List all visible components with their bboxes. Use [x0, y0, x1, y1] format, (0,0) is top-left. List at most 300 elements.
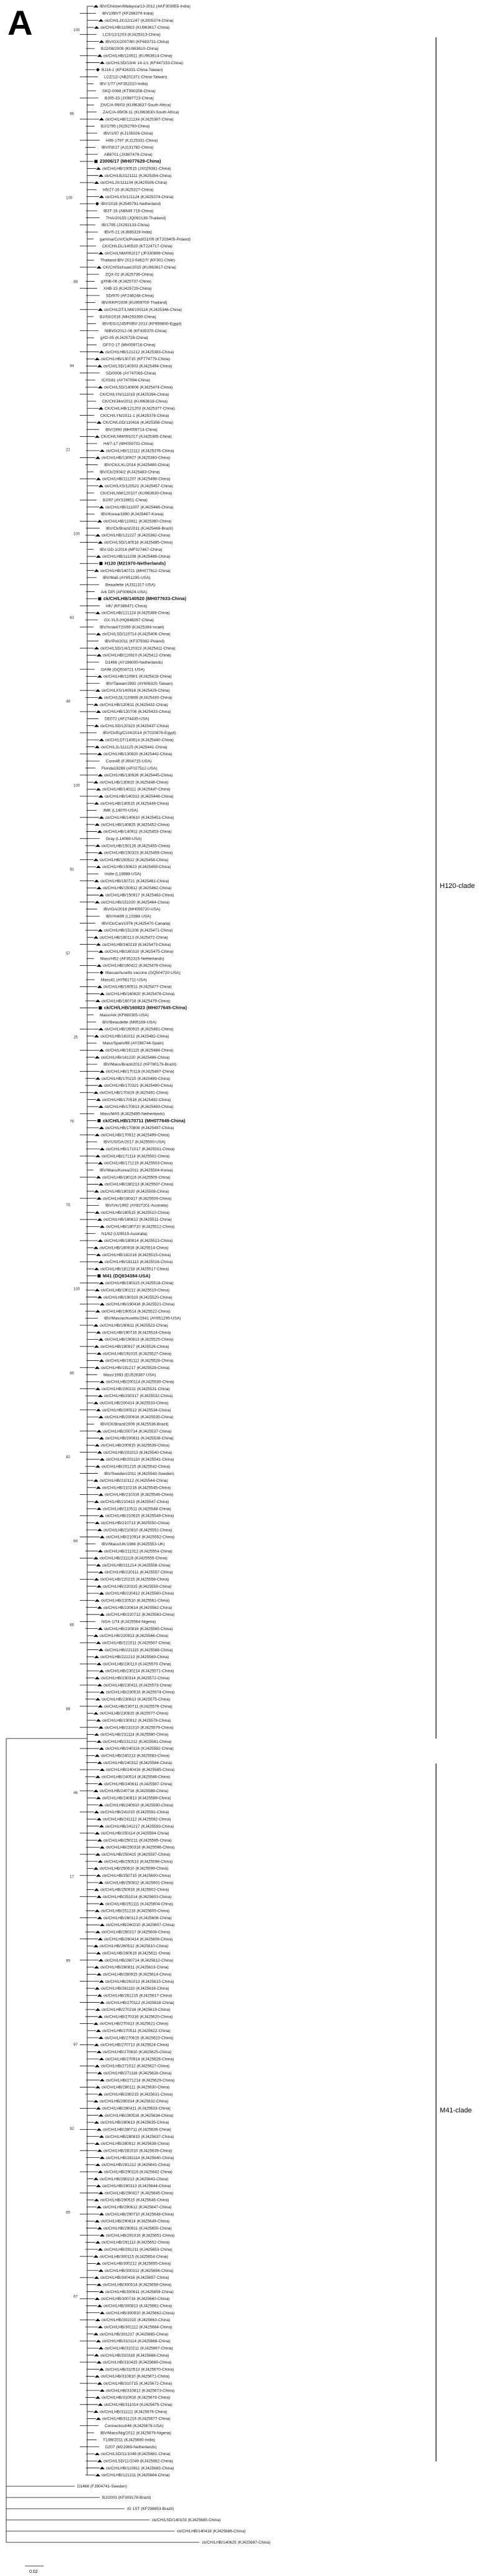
triangle-marker-icon [97, 675, 102, 677]
leaf-label: ck/CH/LHB/170215 (KJ425489-China) [102, 1076, 171, 1081]
leaf-label: ck/CH/LHB/300115 (KJ425654-China) [100, 2254, 168, 2259]
leaf-label: ck/CH/LHB/220315 (KJ425559-China) [103, 1584, 172, 1589]
outgroup-leaf-label: D1466 (FJ904741-Sweden) [77, 2484, 127, 2489]
leaf-label: ck/CH/LHB/281114 (KJ425640-China) [106, 2155, 174, 2160]
triangle-marker-icon [98, 1493, 103, 1496]
leaf-label: ck/CH/LHB/130927 (KJ425383-China) [102, 456, 171, 460]
leaf-label: ck/CH/LHB/140610 (KJ425451-China) [105, 816, 174, 820]
leaf-label: ck/CH/LHB/310513 (KJ425670-China) [105, 2367, 174, 2372]
leaf-label: ck/CH/LHB/110901 (KJ425418-China) [103, 674, 172, 679]
triangle-marker-icon [100, 2389, 105, 2392]
triangle-marker-icon [97, 1740, 102, 1743]
leaf-label: IBV/Mass/Korea/2011 (KJ425504-Korea) [100, 1168, 173, 1173]
bootstrap-value: 75 [66, 1204, 70, 1208]
bootstrap-value: 100 [66, 196, 73, 201]
triangle-marker-icon [100, 993, 105, 995]
triangle-marker-icon [100, 1535, 105, 1538]
leaf-label: ck/CH/LSD/110714 (KJ425406-China) [102, 632, 171, 637]
leaf-label: IBV/2018 (KJ545791-Netherland) [101, 202, 161, 207]
leaf-label: ck/CH/LHB/230214 (KJ425571-China) [105, 1669, 174, 1674]
leaf-label: ck/CH/LHB/220712 (KJ425563-China) [106, 1613, 175, 1618]
triangle-marker-icon [99, 894, 104, 896]
leaf-label: ck/CH/LHB/271116 (KJ425628-China) [103, 2071, 172, 2076]
leaf-label: IBV/1/97 (KJ135026-China) [103, 131, 153, 136]
bootstrap-value: 100 [74, 1287, 80, 1292]
triangle-marker-icon [98, 1162, 103, 1164]
triangle-marker-icon [100, 2156, 105, 2159]
triangle-marker-icon [95, 999, 100, 1002]
leaf-label: IBV/5-21 (KJ665319-India) [104, 230, 152, 235]
leaf-label: CK/CH/LYN/2011-1 (KJ425378-China) [100, 413, 169, 418]
leaf-label: NIBV0/2012-06 (KF435370-China) [105, 328, 167, 333]
triangle-marker-icon [98, 1261, 103, 1263]
leaf-label: ck/CH/LHB/160620 (KJ425478-China) [106, 992, 175, 996]
leaf-label: ck/CH/LHB/280912 (KJ425638-China) [101, 2142, 170, 2147]
leaf-label: ck/CH/LHB/241015 (KJ425591-China) [100, 1810, 169, 1815]
diamond-marker-icon [100, 971, 103, 975]
triangle-marker-icon [98, 774, 103, 776]
triangle-marker-icon [99, 2290, 104, 2292]
triangle-marker-icon [93, 1867, 98, 1869]
leaf-label: ck/CH/LHB/140911 (KJ425453-China) [103, 829, 172, 834]
leaf-label: IBV/Pol/2011 (KF379382-Poland) [105, 639, 164, 644]
triangle-marker-icon [96, 1331, 101, 1333]
leaf-label: ck/CH/LHB/270810 (KJ425625-China) [103, 2050, 172, 2054]
leaf-label: ck/CH/LHB/280516 (KJ425634-China) [105, 2113, 174, 2118]
leaf-label: CK/CH/LDL/140520 (KT224717-China) [102, 244, 173, 249]
leaf-label: ck/CH/LHB/250610 (KJ425599-China) [100, 1866, 169, 1871]
leaf-label: IBV/Mass/Brazil/2012 (KP780179-Brazil) [103, 1062, 177, 1067]
leaf-label: ck/CH/LHB/280411 (KJ425633-China) [102, 2106, 171, 2111]
triangle-marker-icon [96, 1874, 101, 1877]
leaf-label: ck/CH/LHB/171017 (KJ425501-China) [106, 1147, 175, 1152]
triangle-marker-icon [96, 1176, 101, 1178]
leaf-label: ck/CH/LHB/200616 (KJ425535-China) [105, 1415, 174, 1420]
leaf-label: ck/CH/LHB/190115 (KJ425518-China) [105, 1281, 174, 1286]
leaf-label: ck/CH/LHB/171114 (KJ425502-China) [102, 1154, 170, 1159]
triangle-marker-icon [96, 1641, 101, 1644]
leaf-label: ck/CH/LHB/120706 (KJ425433-China) [102, 710, 171, 715]
leaf-label: ck/CH/LHB/200317 (KJ425532-China) [104, 1394, 173, 1399]
triangle-marker-icon [97, 654, 102, 656]
bootstrap-value: 86 [70, 1371, 74, 1376]
leaf-label: Massachusetts vaccine (GQ504720-USA) [105, 971, 181, 976]
triangle-marker-icon [99, 1127, 104, 1129]
leaf-label: ck/CH/LHB/140313 (KJ425448-China) [105, 794, 174, 799]
triangle-marker-icon [96, 943, 101, 945]
triangle-marker-icon [98, 696, 103, 699]
leaf-label: ck/CH/LHB/200211 (KJ425531-China) [102, 1386, 170, 1391]
leaf-label: H120 (M21970-Netherlands) [105, 560, 166, 566]
triangle-marker-icon [97, 1295, 102, 1298]
triangle-marker-icon [98, 485, 103, 487]
leaf-label: ck/CH/LHB/220412 (KJ425560-China) [105, 1591, 174, 1596]
triangle-marker-icon [100, 1613, 105, 1616]
leaf-label: ck/CH/LHB/180116 (KJ425505-China) [102, 1175, 171, 1180]
bootstrap-value: 69 [74, 1539, 78, 1543]
bootstrap-value: 88 [66, 1707, 70, 1712]
leaf-label: ck/CH/LHB/310916 (KJ425674-China) [102, 2395, 171, 2400]
leaf-label: ck/CH/LSD/1/4/120323 (KJ425411-China) [100, 646, 176, 651]
leaf-label: ck/CH/LHB/200811 (KJ425538-China) [105, 1436, 174, 1441]
leaf-label: Connecticut/46 (KJ425678-USA) [105, 2423, 164, 2428]
leaf-label: ck/CH/LHB/300514 (KJ425658-China) [103, 2283, 172, 2287]
leaf-label: ck/CH/LHB/121112 (KJ425376-China) [106, 449, 174, 454]
triangle-marker-icon [97, 1218, 102, 1221]
leaf-label: ck/CH/LHB/260317 (KJ425608-China) [102, 1930, 171, 1935]
triangle-marker-icon [99, 2058, 104, 2060]
leaf-label: ck/CH/LHB/260113 (KJ425606-China) [103, 1915, 172, 1920]
leaf-label: ck/CH/LHB/181218 (KJ425517-China) [100, 1267, 169, 1272]
triangle-marker-icon [93, 2177, 98, 2180]
triangle-marker-icon [95, 2086, 100, 2088]
leaf-label: ck/CH/LHB/121211 (KJ425684-China) [102, 2473, 170, 2478]
leaf-label: ck/CH/LHB/310812 (KJ425673-China) [106, 2388, 175, 2393]
leaf-label: CK/CH/LNM/120107 (KU963630-China) [100, 491, 173, 496]
triangle-marker-icon [97, 1197, 102, 1200]
leaf-label: ck/CH/LHB/311111 (KJ425676-China) [100, 2410, 168, 2415]
triangle-marker-icon [99, 2368, 104, 2370]
leaf-label: ck/CH/LHB/150126 (KJ425455-China) [102, 844, 171, 849]
leaf-label: IBV/CK/Brazil/2009 (KJ425536-Brazil) [100, 1422, 169, 1427]
triangle-marker-icon [98, 795, 103, 798]
leaf-label: ck/CH/LHB/120611 (KJ425432-China) [100, 702, 168, 707]
leaf-label: ck/CH/LSD/140518 (KJ425485-China) [104, 540, 173, 545]
triangle-marker-icon [96, 2340, 101, 2342]
triangle-marker-icon [97, 1585, 102, 1587]
leaf-label: ck/CH/LHB/170912 (KJ425499-China) [101, 1133, 170, 1138]
triangle-marker-icon [98, 1627, 103, 1629]
bootstrap-value: 65 [66, 2211, 70, 2215]
leaf-label: ZA/C/A-99/09-11 (KU963630-South Africa) [103, 110, 179, 115]
leaf-label: M41 (DQ834384-USA) [103, 1272, 151, 1279]
triangle-marker-icon [93, 2255, 98, 2258]
leaf-label: HK/ (KF386471-China) [106, 604, 148, 609]
leaf-label: Mass/Spain/98 (AY296744-Spain) [103, 1041, 164, 1046]
triangle-marker-icon [97, 1529, 102, 1531]
leaf-label: IBV/CK/LXL/2014 (KJ425480-China) [104, 463, 170, 467]
triangle-marker-icon [96, 555, 101, 558]
outgroup-leaf-label: BJ/2003 (KF309178-Brazil) [102, 2496, 151, 2500]
triangle-marker-icon [96, 2030, 101, 2032]
leaf-label: ck/CH/LHB/310114 (KJ425666-China) [102, 2339, 171, 2344]
triangle-marker-icon [95, 534, 100, 537]
triangle-marker-icon [97, 54, 102, 57]
triangle-marker-icon [94, 1578, 99, 1580]
leaf-label: IC/0161 (AY747094-China) [102, 378, 150, 383]
leaf-label: ck/CH/LHB/110811 (KJ425683-China) [106, 2466, 174, 2471]
leaf-label: ck/CH/LHB/290515 (KJ425646-China) [100, 2198, 169, 2203]
bootstrap-value: 96 [70, 112, 74, 117]
leaf-label: ck/CH/LHB/220215 (KJ425558-China) [100, 1577, 169, 1582]
triangle-marker-icon [100, 1225, 105, 1228]
leaf-label: ck/CH/LHB/221011 (KJ425567-China) [102, 1641, 171, 1646]
triangle-marker-icon [97, 1896, 102, 1898]
leaf-label: NGA-1/74 (KJ425564-Nigeria) [102, 1620, 156, 1624]
triangle-marker-icon [97, 2459, 102, 2462]
triangle-marker-icon [97, 1761, 102, 1763]
leaf-label: ck/CH/LHB/140515 (KJ425449-China) [100, 801, 169, 806]
triangle-marker-icon [95, 456, 100, 459]
leaf-label: ck/CH/LDT/LNM/100116 (KJ425346-China) [104, 307, 182, 312]
leaf-label: ck/CH/LHB/110810 (KJ425412-China) [103, 653, 171, 658]
leaf-label: ck/CH/LHB/180710 (KJ425512-China) [106, 1224, 175, 1229]
triangle-marker-icon [98, 2114, 103, 2116]
triangle-marker-icon [96, 710, 101, 713]
triangle-marker-icon [94, 1811, 99, 1813]
leaf-label: AB8701 (JX987476-China) [104, 152, 153, 157]
triangle-marker-icon [97, 753, 102, 755]
leaf-label: ck/CH/LHB/201215 (KJ425542-China) [102, 1464, 171, 1469]
triangle-marker-icon [95, 1444, 100, 1446]
leaf-label: GF7/2-17 (MH059716-China) [103, 343, 156, 348]
leaf-label: ck/CH/LHB/240213 (KJ425583-China) [101, 1753, 170, 1758]
leaf-label: IBV1/IBVT (KF288379-India) [102, 11, 154, 16]
leaf-label: IBV/Chicken/Malaysia/13-2012 (AKF303955-India) [100, 4, 191, 9]
leaf-label: ck/CH/LHB/280613 (KJ425635-China) [100, 2120, 169, 2125]
leaf-label: ck/CH/LHB/270914 (KJ425626-China) [105, 2057, 174, 2062]
triangle-marker-icon [99, 1049, 104, 1051]
leaf-label: IBV/GX/2007/80 (KF693731-China) [105, 39, 169, 44]
leaf-label: ck/CH/LHB/160915 (KJ425481-China) [105, 1027, 174, 1032]
leaf-label: IBV/GA/2016 (MH059720-USA) [103, 907, 161, 912]
triangle-marker-icon [93, 859, 98, 861]
triangle-marker-icon [99, 1437, 104, 1439]
leaf-label: BJ05-33 (JX987723-China) [105, 96, 154, 101]
triangle-marker-icon [93, 1324, 98, 1327]
triangle-marker-icon [95, 2396, 100, 2398]
leaf-label: N1/62 (U29519-Australia) [102, 1231, 148, 1236]
leaf-label: ck/CH/LHB/230516 (KJ425574-China) [106, 1690, 175, 1695]
triangle-marker-icon [95, 2375, 100, 2377]
triangle-marker-icon [93, 1557, 98, 1559]
leaf-label: Gray (L14069-USA) [106, 836, 142, 841]
leaf-label: ZA/C/A-99/03 (KU963637-South Africa) [100, 103, 171, 108]
leaf-label: ck/CH/LSD/11/1049 (KJ425682-China) [103, 2459, 173, 2464]
triangle-marker-icon [100, 1303, 105, 1305]
leaf-label: ck/CH/LHB/240813 (KJ425589-China) [102, 1796, 171, 1801]
leaf-label: ck/CH/LHB/240116 (KJ425582-China) [105, 1747, 174, 1752]
triangle-marker-icon [95, 2008, 100, 2011]
scale-bar [25, 2566, 44, 2574]
triangle-marker-icon [99, 1902, 104, 1905]
leaf-label: ck/CH/LHB/111208 (KJ425488-China) [102, 555, 171, 560]
leaf-label: ck/CH/LHB/221213 (KJ425569-China) [100, 1655, 169, 1660]
leaf-label: gamma/CoV/Ck/Poland/G1/09 (KT203405-Poland) [100, 237, 191, 242]
triangle-marker-icon [98, 1881, 103, 1884]
triangle-marker-icon [94, 1966, 99, 1968]
leaf-label: Ark DPI (AF006624-USA) [101, 589, 148, 594]
leaf-label: T1/89/2011 (KJ425680-India) [103, 2438, 156, 2443]
triangle-marker-icon [98, 174, 103, 176]
triangle-marker-icon [93, 1479, 98, 1482]
leaf-label: ck/CH/LHB/230912 (KJ425578-China) [102, 1718, 171, 1723]
triangle-marker-icon [98, 407, 103, 409]
leaf-label: ck/CH/LXS/140916 (KJ425429-China) [102, 689, 170, 694]
leaf-label: ck/CH/LHB/281212 (KJ425641-China) [102, 2163, 171, 2168]
square-marker-icon [95, 160, 98, 163]
leaf-label: CK/CH/Sichuan/2015 (KU963617-China) [103, 265, 176, 270]
triangle-marker-icon [98, 1571, 103, 1573]
bootstrap-value: 63 [70, 616, 74, 620]
leaf-label: ck/CH/LHB/250715 (KJ425600-China) [102, 1874, 171, 1878]
square-marker-icon [98, 1274, 101, 1277]
triangle-marker-icon [95, 1775, 100, 1778]
leaf-label: SD/0006 (AY747065-China) [106, 371, 156, 376]
triangle-marker-icon [95, 1289, 100, 1291]
leaf-label: ck/CH/LHB/110602 (KU963617-China) [100, 26, 170, 31]
leaf-label: ck/CH/LSD/140303 (KJ425494-China) [103, 364, 173, 369]
leaf-label: ck/CH/LHB/200414 (KJ425533-China) [100, 1401, 169, 1406]
bootstrap-value: 57 [66, 952, 70, 956]
leaf-label: CK/CH/LNM/091017 (KJ425365-China) [101, 434, 172, 439]
triangle-marker-icon [97, 2283, 102, 2286]
bootstrap-value: 46 [74, 1791, 78, 1795]
leaf-label: ck/CH/LXS/121124 (KJ425374-China) [105, 194, 174, 199]
leaf-label: ck/CH/LHB/201013 (KJ425540-China) [103, 1450, 173, 1455]
leaf-label: ck/CH/LHB/270713 (KJ425624-China) [100, 2043, 169, 2048]
triangle-marker-icon [96, 788, 101, 790]
leaf-label: ck/CH/LHB/260616 (KJ425611-China) [102, 1951, 171, 1956]
bootstrap-value: 17 [70, 1875, 74, 1879]
triangle-marker-icon [98, 19, 103, 21]
bootstrap-value: 100 [74, 784, 80, 788]
leaf-label: BJ16-1 (KF426331-China-Taiwan) [102, 68, 163, 73]
triangle-marker-icon [97, 985, 102, 988]
triangle-marker-icon [98, 2326, 103, 2328]
triangle-marker-icon [95, 900, 100, 903]
leaf-label: ck/CH/LHB/111207 (KJ425498-China) [102, 477, 171, 482]
leaf-label: ck/CH/LHB/190813 (KJ425525-China) [105, 1337, 174, 1342]
leaf-label: ck/CH/LHB/180213 (KJ425507-China) [105, 1182, 174, 1187]
triangle-marker-icon [93, 1401, 98, 1404]
leaf-label: XHB-15 (KJ425729-China) [103, 287, 152, 291]
triangle-marker-icon [100, 1924, 105, 1926]
triangle-marker-icon [97, 520, 102, 522]
triangle-marker-icon [99, 2135, 104, 2137]
triangle-marker-icon [98, 1648, 103, 1651]
triangle-marker-icon [99, 738, 104, 741]
triangle-marker-icon [98, 2403, 103, 2406]
leaf-label: SKQ-0068 (KT990258-China) [102, 89, 156, 94]
leaf-label: ck/CH/LHB/230613 (KJ425575-China) [102, 1697, 171, 1702]
leaf-label: ck/CH/LHB/130715 (KF774779-China) [101, 357, 170, 362]
leaf-label: IBV-GD-1/2016 (MF327467-China) [100, 547, 163, 552]
leaf-label: ck/CH/LHB/170808 (KJ425497-China) [105, 1126, 174, 1131]
triangle-marker-icon [99, 195, 104, 198]
triangle-marker-icon [99, 1669, 104, 1672]
leaf-label: ck/CH/LSD/11/1048 (KJ425681-China) [101, 2452, 171, 2457]
triangle-marker-icon [98, 1338, 103, 1340]
leaf-label: ck/CH/LHB/300716 (KJ425660-China) [101, 2297, 170, 2302]
triangle-marker-icon [96, 1564, 101, 1567]
leaf-label: ck/CH/LHB/200915 (KJ425539-China) [101, 1443, 170, 1448]
bootstrap-value: 25 [74, 1036, 78, 1040]
leaf-label: THA/20155 (JQ092139-Thailand) [106, 216, 166, 221]
triangle-marker-icon [97, 1917, 102, 1919]
leaf-label: IB3T-16 (AB649 716-China) [103, 209, 154, 214]
triangle-marker-icon [96, 1408, 101, 1411]
leaf-label: ck/CH/LHB/140721 (MH077612-China) [100, 568, 171, 573]
triangle-marker-icon [94, 1656, 99, 1658]
leaf-label: ck/CH/LHB/280314 (KJ425632-China) [100, 2099, 169, 2104]
triangle-marker-icon [97, 2149, 102, 2152]
scale-bar-label: 0.02 [29, 2570, 38, 2574]
triangle-marker-icon [98, 308, 103, 311]
bootstrap-value: 92 [70, 2127, 74, 2131]
leaf-label: ck/CH/LHB/121212 (KJ425383-China) [105, 350, 174, 355]
leaf-label: IBV/Israel/720/99 (KJ425394-Israel) [100, 625, 164, 630]
bootstrap-value: 94 [70, 364, 74, 368]
triangle-marker-icon [97, 2206, 102, 2208]
leaf-label: ck/CH/LHB/300212 (KJ425655-China) [102, 2261, 171, 2266]
leaf-label: ck/CH/LHB/291016 (KJ425651-China) [106, 2233, 175, 2238]
leaf-label: ck/CH/LHB/150812 (KJ425462-China) [103, 886, 172, 891]
leaf-label: ck/CH/LHB/191217 (KJ425529-China) [101, 1365, 170, 1370]
leaf-label: IBV/Vic/1992 (AY827201-Australia) [105, 1203, 168, 1208]
triangle-marker-icon [95, 823, 100, 826]
leaf-label: ck/CH/LHB/210413 (KJ425547-China) [100, 1500, 169, 1505]
outgroup-leaf-label: ck/CH/LHB/140625 (KJ425687-China) [202, 2540, 271, 2545]
leaf-label: ck/CH/LHB/181016 (KJ425515-China) [102, 1252, 171, 1257]
leaf-label: ck/CH/LDL/120806 (KJ425430-China) [104, 695, 173, 700]
triangle-marker-icon [94, 569, 99, 571]
triangle-marker-icon [98, 2248, 103, 2251]
leaf-label: ck/CH/LHB/251014 (KJ425603-China) [103, 1894, 172, 1899]
bootstrap-value: 99 [74, 280, 78, 285]
triangle-marker-icon [95, 1853, 100, 1856]
leaf-label: ck/CH/LHB/290814 (KJ425649-China) [101, 2219, 170, 2224]
leaf-label: ck/CH/LHB/170118 (KJ425487-China) [106, 1069, 174, 1074]
leaf-label: ck/CH/LHB/240416 (KJ425585-China) [106, 1768, 175, 1773]
leaf-label: ck/CH/LHB/250211 (KJ425595-China) [103, 1838, 172, 1843]
triangle-marker-icon [97, 2227, 102, 2230]
leaf-label: ck/CH/LHB/281010 (KJ425639-China) [103, 2149, 173, 2154]
triangle-marker-icon [94, 181, 99, 184]
triangle-marker-icon [97, 2382, 102, 2385]
leaf-label: ck/CH/LHB/190514 (KJ425522-China) [102, 1309, 171, 1314]
leaf-label: ck/CH/LHB/190319 (KJ425520-China) [103, 1295, 173, 1300]
leaf-label: ck/CH/LHB/210112 (KJ425544-China) [100, 1479, 168, 1484]
leaf-label: ck/CH/LHB/190212 (KJ425519-China) [101, 1288, 170, 1293]
triangle-marker-icon [95, 1388, 100, 1390]
triangle-marker-icon [98, 2192, 103, 2194]
triangle-marker-icon [97, 964, 102, 966]
leaf-label: ck/CH/LHB/290612 (KJ425647-China) [103, 2205, 172, 2210]
triangle-marker-icon [99, 1514, 104, 1517]
leaf-label: ck/CH/LHB/230411 (KJ425573-China) [103, 1683, 172, 1688]
leaf-label: ck/CH/LHB/231114 (KJ425580-China) [100, 1732, 169, 1737]
triangle-marker-icon [98, 851, 103, 854]
triangle-marker-icon [96, 1098, 101, 1100]
leaf-label: ck/CH/LHB/231010 (KJ425579-China) [105, 1725, 174, 1730]
leaf-label: ck/CH/LHB/190611 (KJ425523-China) [100, 1324, 168, 1329]
triangle-marker-icon [97, 1507, 102, 1510]
triangle-marker-icon [93, 1790, 98, 1792]
triangle-marker-icon [98, 1937, 103, 1940]
square-marker-icon [98, 597, 102, 600]
square-marker-icon [99, 1006, 102, 1009]
triangle-marker-icon [98, 2269, 103, 2272]
triangle-marker-icon [98, 1416, 103, 1418]
leaf-label: ck/CH/LHB/250513 (KJ425598-China) [104, 1859, 173, 1864]
leaf-label: ck/CH/LHB/221115 (KJ425568-China) [105, 1648, 173, 1653]
clade-brackets [436, 37, 475, 2461]
leaf-label: ck/CH/LHB/291211 (KJ425653-China) [104, 2247, 173, 2252]
triangle-marker-icon [98, 1860, 103, 1863]
leaf-label: ck/CH/LSD/140606 (KJ425474-China) [104, 385, 173, 390]
leaf-label: CK/CH/LYN/111019 (KJ425394-China) [100, 392, 169, 397]
